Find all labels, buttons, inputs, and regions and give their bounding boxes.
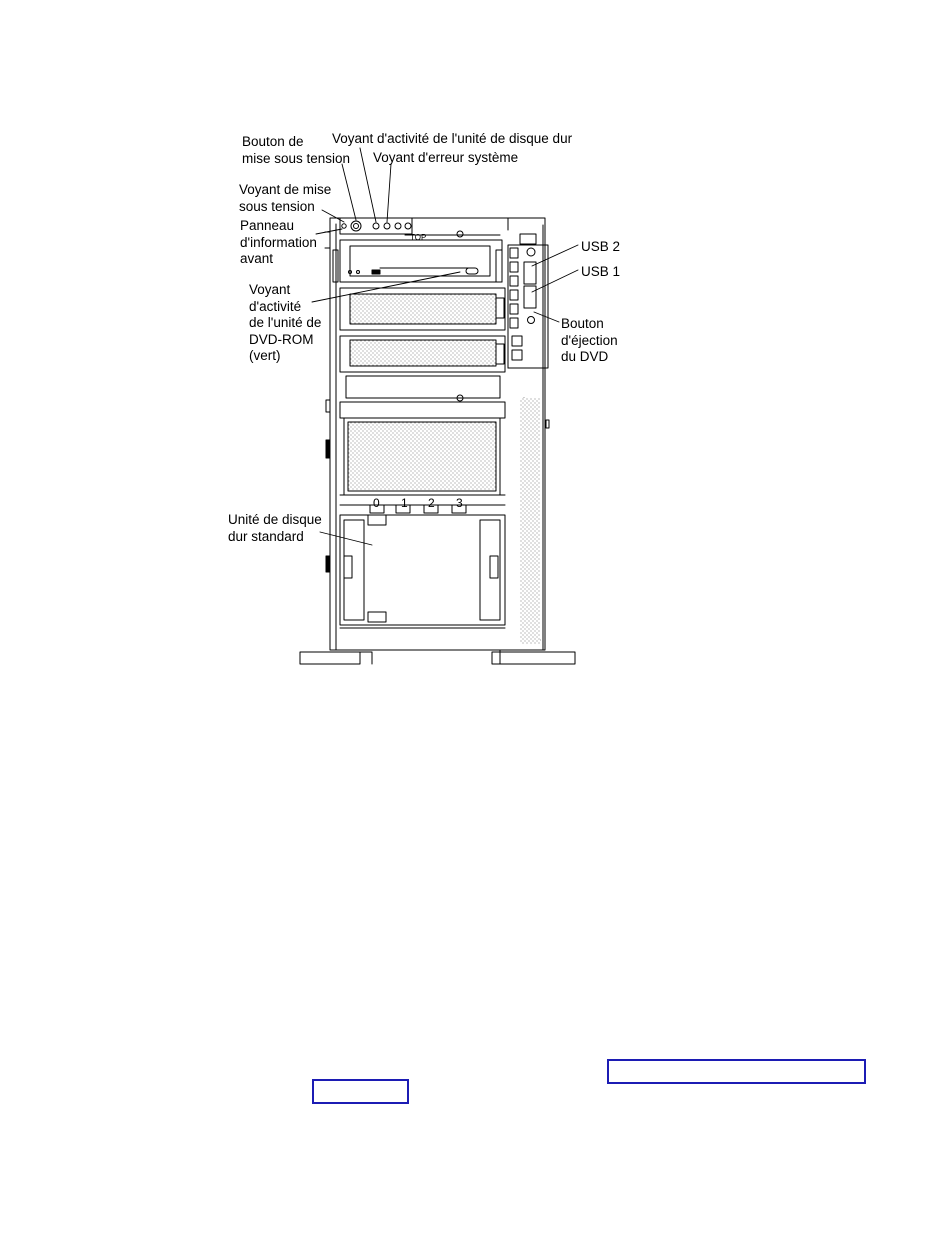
standard-hard-disk-drive	[340, 515, 505, 628]
hdd-cage	[340, 402, 505, 513]
usb-1-port-icon	[524, 286, 536, 308]
front-usb-panel	[508, 234, 548, 644]
power-on-led-icon	[342, 224, 346, 228]
chassis-feet	[300, 650, 575, 664]
top-mark: TOP	[410, 233, 427, 242]
label-system-error-led: Voyant d'erreur système	[373, 150, 519, 165]
bay-number-3: 3	[456, 496, 463, 510]
label-hdd-activity-led: Voyant d'activité de l'unité de disque dur	[332, 131, 573, 146]
label-dvd-activity-led: Voyant d'activité de l'unité de DVD-ROM (vert)	[249, 282, 322, 363]
empty-bay-fillers	[340, 288, 505, 401]
cross-reference-link-2[interactable]	[312, 1079, 409, 1104]
dvd-eject-icon	[528, 317, 535, 324]
system-error-led-icon	[384, 223, 390, 229]
bay-number-2: 2	[428, 496, 435, 510]
label-power-on-led: Voyant de mise sous tension	[239, 182, 332, 214]
dvd-eject-button-icon	[466, 268, 478, 274]
hdd-activity-led-icon	[373, 223, 379, 229]
cross-reference-link-1[interactable]	[607, 1059, 866, 1084]
label-dvd-eject-button: Bouton d'éjection du DVD	[561, 316, 618, 364]
power-button-icon	[351, 221, 361, 231]
label-front-info-panel: Panneau d'information avant	[240, 218, 317, 266]
label-power-button: Bouton de mise sous tension	[242, 134, 351, 166]
bay-number-1: 1	[401, 496, 408, 510]
label-standard-hdd: Unité de disque dur standard	[228, 512, 322, 544]
label-usb-2: USB 2	[581, 239, 621, 254]
dvd-activity-led-icon	[372, 270, 380, 274]
bay-number-0: 0	[373, 496, 380, 510]
label-usb-1: USB 1	[581, 264, 621, 279]
